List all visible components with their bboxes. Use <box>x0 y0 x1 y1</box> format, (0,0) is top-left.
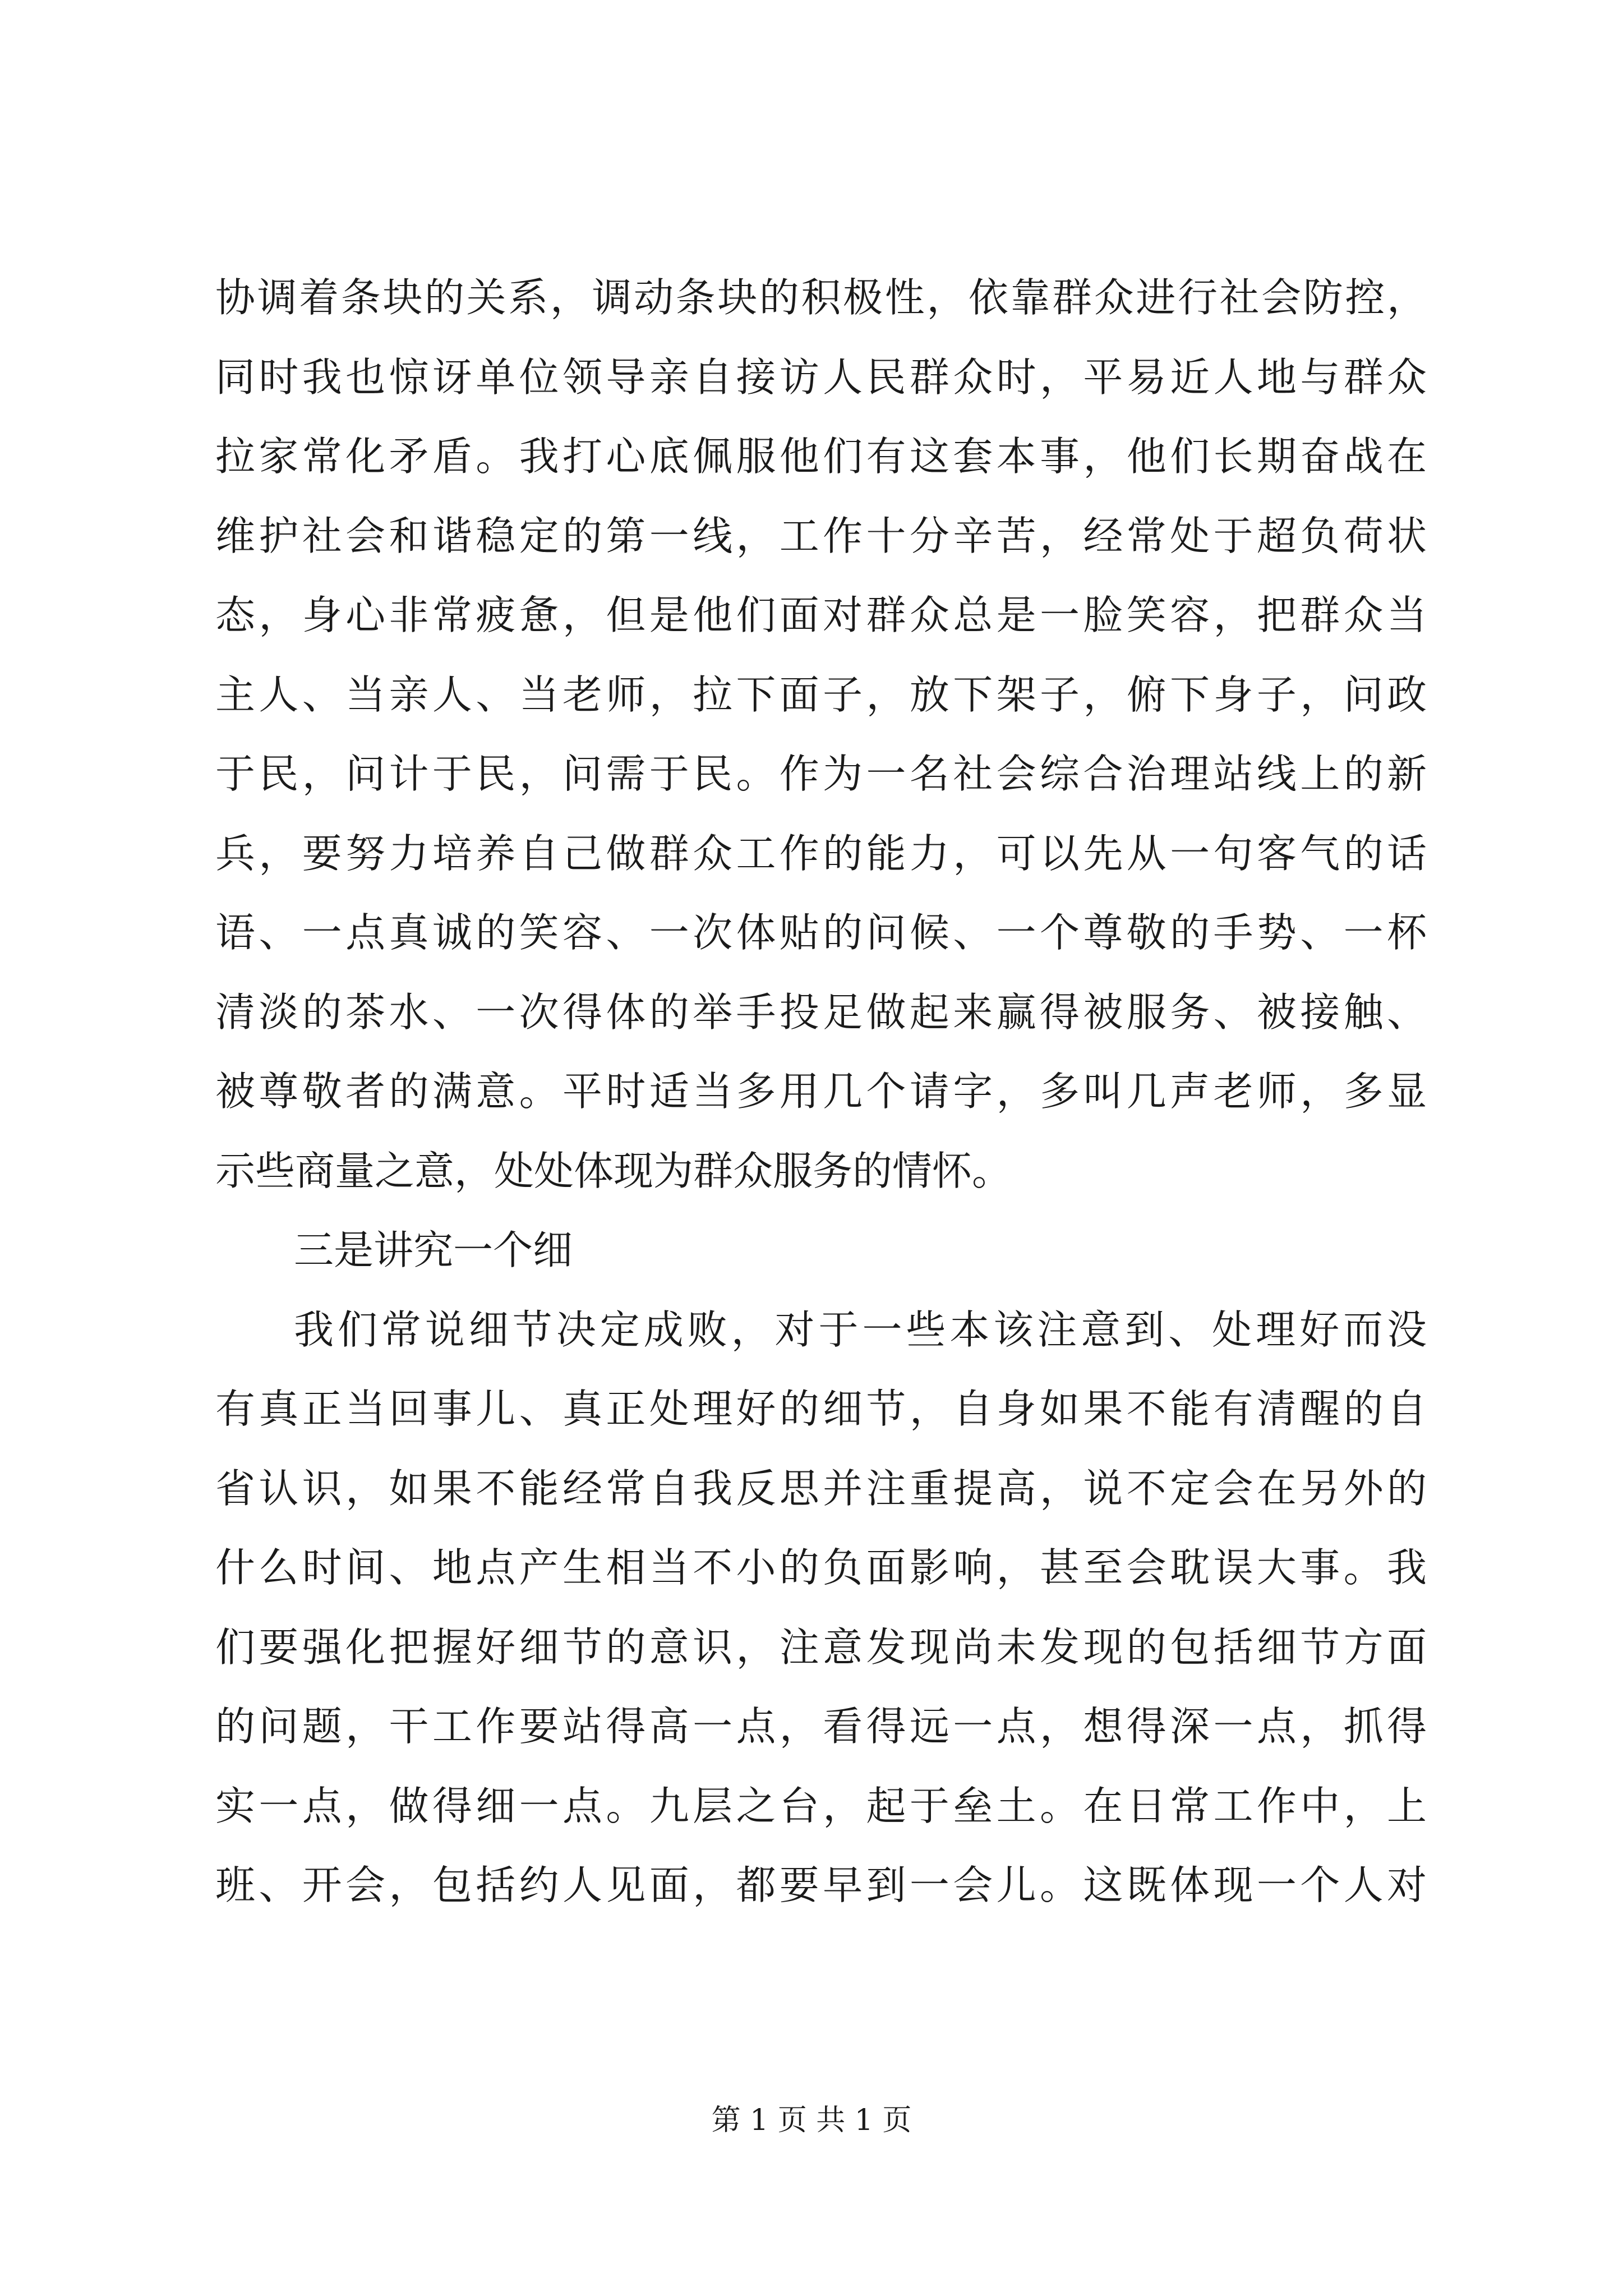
paragraph-line: 省认识，如果不能经常自我反思并注重提高，说不定会在另外的 <box>215 1465 1427 1512</box>
paragraph-line: 我们常说细节决定成败，对于一些本该注意到、处理好而没 <box>294 1306 1427 1353</box>
paragraph-line: 态，身心非常疲惫，但是他们面对群众总是一脸笑容，把群众当 <box>215 592 1427 638</box>
paragraph-line: 被尊敬者的满意。平时适当多用几个请字，多叫几声老师，多显 <box>215 1068 1427 1115</box>
paragraph-line: 拉家常化矛盾。我打心底佩服他们有这套本事，他们长期奋战在 <box>215 433 1427 480</box>
paragraph-line: 语、一点真诚的笑容、一次体贴的问候、一个尊敬的手势、一杯 <box>215 909 1427 956</box>
paragraph-line: 班、开会，包括约人见面，都要早到一会儿。这既体现一个人对 <box>215 1862 1427 1908</box>
paragraph-line: 兵，要努力培养自己做群众工作的能力，可以先从一句客气的话 <box>215 830 1427 877</box>
paragraph-line: 同时我也惊讶单位领导亲自接访人民群众时，平易近人地与群众 <box>215 353 1427 401</box>
document-body <box>215 258 1427 1925</box>
paragraph-line: 主人、当亲人、当老师，拉下面子，放下架子，俯下身子，问政 <box>215 671 1427 718</box>
section-heading: 三是讲究一个细 <box>294 1227 573 1273</box>
paragraph-line: 什么时间、地点产生相当不小的负面影响，甚至会耽误大事。我 <box>215 1544 1427 1591</box>
paragraph-line: 们要强化把握好细节的意识，注意发现尚未发现的包括细节方面 <box>215 1623 1427 1671</box>
paragraph-line: 于民，问计于民，问需于民。作为一名社会综合治理站线上的新 <box>215 751 1427 797</box>
paragraph-line: 有真正当回事儿、真正处理好的细节，自身如果不能有清醒的自 <box>215 1386 1427 1432</box>
paragraph-line: 实一点，做得细一点。九层之台，起于垒土。在日常工作中，上 <box>215 1782 1427 1829</box>
paragraph-line: 清淡的茶水、一次得体的举手投足做起来赢得被服务、被接触、 <box>215 988 1427 1036</box>
paragraph-line: 维护社会和谐稳定的第一线，工作十分辛苦，经常处于超负荷状 <box>215 512 1427 559</box>
paragraph-line: 协调着条块的关系，调动条块的积极性，依靠群众进行社会防控， <box>215 274 1427 321</box>
paragraph-line: 示些商量之意，处处体现为群众服务的情怀。 <box>215 1147 1012 1194</box>
page-number-footer: 第 1 页 共 1 页 <box>711 2104 912 2137</box>
paragraph-line: 的问题，干工作要站得高一点，看得远一点，想得深一点，抓得 <box>215 1703 1427 1750</box>
